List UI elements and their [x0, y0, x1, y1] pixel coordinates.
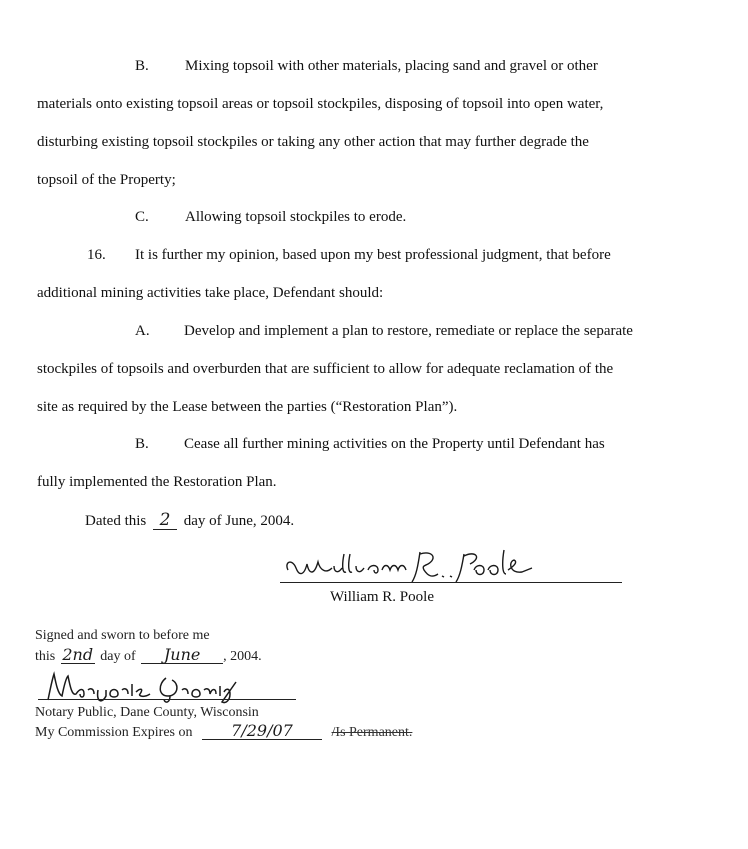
commission-date-handwritten: 7/29/07 — [202, 722, 322, 740]
notary-public-line: Notary Public, Dane County, Wisconsin — [35, 705, 259, 720]
permanent-struck-text: /Is Permanent. — [331, 725, 413, 740]
paragraph-16-number: 16. — [87, 247, 106, 263]
commission-prefix: My Commission Expires on — [35, 725, 193, 740]
notary-this-prefix: this — [35, 649, 56, 664]
dated-prefix: Dated this — [85, 513, 147, 529]
notary-day-of: day of — [100, 649, 136, 664]
paragraph-a-line-1: Develop and implement a plan to restore, remediate or replace the separate — [184, 323, 633, 339]
paragraph-b1-line-4: topsoil of the Property; — [37, 172, 176, 188]
notary-date-line — [35, 646, 262, 665]
signer-name: William R. Poole — [330, 589, 434, 605]
paragraph-16-line-1: It is further my opinion, based upon my best professional judgment, that before — [135, 247, 611, 263]
notary-year: , 2004. — [223, 649, 262, 664]
commission-line — [35, 722, 412, 741]
notary-day-handwritten: 2nd — [62, 645, 94, 664]
paragraph-b1-marker: B. — [135, 58, 149, 74]
paragraph-b1-line-3: disturbing existing topsoil stockpiles or taking any other action that may further degrade the — [37, 134, 589, 150]
paragraph-a-marker: A. — [135, 323, 150, 339]
sworn-line: Signed and sworn to before me — [35, 628, 210, 643]
paragraph-a-line-3: site as required by the Lease between the parties (“Restoration Plan”). — [37, 399, 458, 415]
paragraph-b2-line-2: fully implemented the Restoration Plan. — [37, 474, 277, 490]
dated-line — [85, 511, 294, 530]
paragraph-c-line-1: Allowing topsoil stockpiles to erode. — [185, 209, 407, 225]
paragraph-b1-line-2: materials onto existing topsoil areas or topsoil stockpiles, disposing of topsoil into open water, — [37, 96, 604, 112]
dated-day-handwritten: 2 — [153, 511, 177, 530]
paragraph-b2-line-1: Cease all further mining activities on the Property until Defendant has — [184, 436, 605, 452]
dated-suffix: day of June, 2004. — [183, 513, 295, 529]
notary-month-handwritten: June — [141, 646, 223, 664]
notary-signature-line — [38, 699, 296, 700]
paragraph-16-line-2: additional mining activities take place, Defendant should: — [37, 285, 384, 301]
paragraph-c-marker: C. — [135, 209, 149, 225]
paragraph-b1-line-1: Mixing topsoil with other materials, placing sand and gravel or other — [185, 58, 598, 74]
paragraph-a-line-2: stockpiles of topsoils and overburden that are sufficient to allow for adequate reclamation of the — [37, 361, 614, 377]
signature-line — [280, 582, 622, 583]
paragraph-b2-marker: B. — [135, 436, 149, 452]
